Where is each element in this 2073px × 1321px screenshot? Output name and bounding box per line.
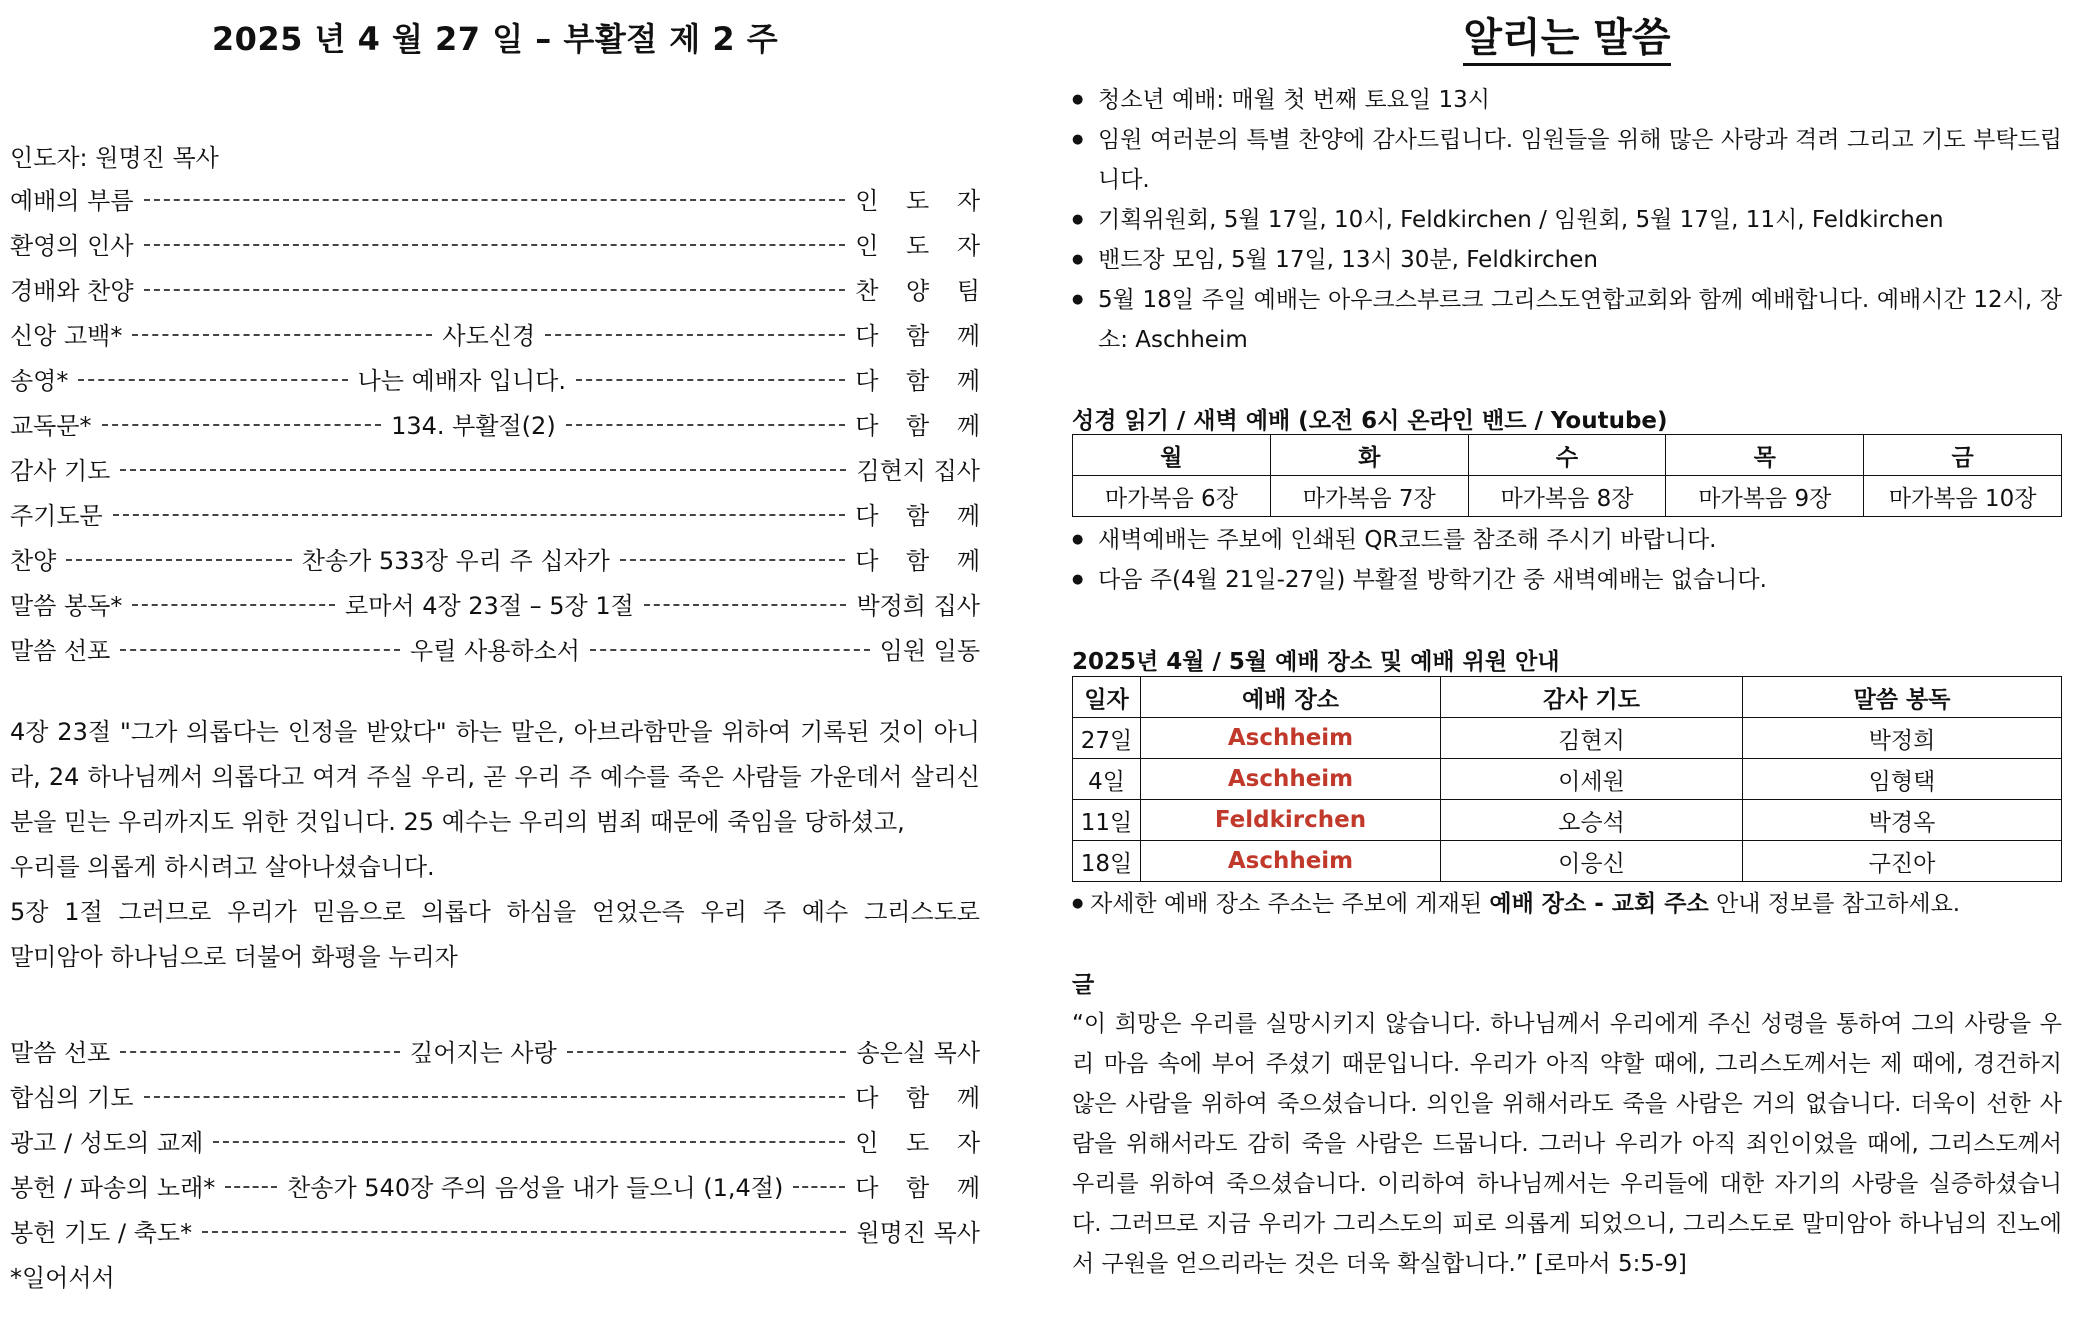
letter-heading: 글 bbox=[1072, 972, 1095, 998]
schedule-place-cell: Aschheim bbox=[1141, 841, 1441, 882]
letter-text: “이 희망은 우리를 실망시키지 않습니다. 하나님께서 우리에게 주신 성령을 통하여 그의 사랑을 우리 마음 속에 부어 주셨기 때문입니다. 우리가 아직 약할 때에, 그리스도께서는 제 때에, 경건하지 않은 사람을 위하여 죽으셨습니다. 의인을 위해서라도 죽을 사람은 거의 없습니다. 더욱이 선한 사람을 위해서라도 감히 죽을 사람은 드뭅니다. 그러나 우리가 아직 죄인이었을 때에, 그리스도께서 우리를 위하여 죽으셨습니다. 이리하여 하나님께서는 우리들에 대한 자기의 사랑을 실증하셨습니다. 그러므로 지금 우리가 그리스도의 피로 의롭게 되었으니, 그리스도로 말미암아 하나님의 진노에서 구원을 얻으리라는 것은 더욱 확실합니다.” [로마서 5:5-9] bbox=[1072, 1011, 2062, 1277]
schedule-cell: 임형택 bbox=[1743, 759, 2062, 800]
order-label: 경배와 찬양 bbox=[10, 276, 134, 305]
order-detail: 우릴 사용하소서 bbox=[410, 636, 580, 665]
order-label: 신앙 고백* bbox=[10, 321, 123, 350]
dotted-leader bbox=[644, 604, 847, 606]
order-label: 광고 / 성도의 교제 bbox=[10, 1128, 204, 1157]
dotted-leader bbox=[202, 1231, 846, 1233]
dotted-leader bbox=[78, 379, 347, 381]
order-label: 주기도문 bbox=[10, 501, 103, 530]
schedule-cell: 4일 bbox=[1073, 759, 1141, 800]
table-row bbox=[1073, 718, 2062, 759]
announcement-item: ● 기획위원회, 5월 17일, 10시, Feldkirchen / 임원회, 5월 17일, 11시, Feldkirchen bbox=[1072, 200, 2062, 240]
schedule-cell: 박정희 bbox=[1743, 718, 2062, 759]
bible-reading-heading: 성경 읽기 / 새벽 예배 (오전 6시 온라인 밴드 / Youtube) bbox=[1072, 408, 1668, 434]
footnote-standing: *일어서서 bbox=[10, 1264, 115, 1292]
announcement-list bbox=[1072, 80, 2062, 360]
order-row bbox=[10, 538, 991, 578]
dotted-leader bbox=[66, 559, 291, 561]
dotted-leader bbox=[132, 604, 335, 606]
order-row bbox=[10, 628, 980, 668]
reading-cell: 마가복음 10장 bbox=[1864, 476, 2062, 517]
announcement-item: ● 임원 여러분의 특별 찬양에 감사드립니다. 임원들을 위해 많은 사랑과 격려 그리고 기도 부탁드립니다. bbox=[1072, 120, 2062, 200]
schedule-cell: 11일 bbox=[1073, 800, 1141, 841]
schedule-cell: 27일 bbox=[1073, 718, 1141, 759]
schedule-note: ● 자세한 예배 장소 주소는 주보에 게재된 예배 장소 - 교회 주소 안내 정보를 참고하세요. bbox=[1072, 891, 1961, 917]
schedule-header-place: 예배 장소 bbox=[1141, 677, 1441, 718]
schedule-place-cell: Aschheim bbox=[1141, 759, 1441, 800]
order-detail: 깊어지는 사랑 bbox=[410, 1038, 557, 1067]
order-label: 환영의 인사 bbox=[10, 231, 134, 260]
order-person: 인 도 자 bbox=[855, 186, 990, 215]
order-label: 말씀 선포 bbox=[10, 636, 111, 665]
order-detail: 로마서 4장 23절 – 5장 1절 bbox=[345, 591, 634, 620]
order-person: 송은실 목사 bbox=[856, 1038, 981, 1067]
scripture-paragraph: 5장 1절 그러므로 우리가 믿음으로 의롭다 하심을 얻었은즉 우리 주 예수 그리스도로 bbox=[10, 898, 980, 926]
order-row bbox=[10, 448, 980, 488]
schedule-heading: 2025년 4월 / 5월 예배 장소 및 예배 위원 안내 bbox=[1072, 649, 1560, 675]
bible-reading-table bbox=[1072, 434, 2062, 517]
schedule-cell: 18일 bbox=[1073, 841, 1141, 882]
reading-header-mon: 월 bbox=[1073, 435, 1271, 476]
order-person: 다 함 께 bbox=[855, 1173, 991, 1202]
announcements-column bbox=[1072, 0, 2062, 1321]
order-label: 봉헌 / 파송의 노래* bbox=[10, 1173, 216, 1202]
dotted-leader bbox=[144, 199, 846, 201]
order-row bbox=[10, 1120, 990, 1160]
dotted-leader bbox=[120, 1051, 400, 1053]
reading-header-fri: 금 bbox=[1864, 435, 2062, 476]
schedule-note-bold: 예배 장소 - 교회 주소 bbox=[1489, 891, 1709, 917]
dotted-leader bbox=[120, 649, 400, 651]
order-row bbox=[10, 1210, 980, 1250]
order-label: 교독문* bbox=[10, 411, 92, 440]
order-row bbox=[10, 313, 990, 353]
dotted-leader bbox=[144, 1096, 846, 1098]
schedule-cell: 박경옥 bbox=[1743, 800, 2062, 841]
dotted-leader bbox=[144, 289, 846, 291]
dotted-leader bbox=[566, 424, 846, 426]
announcement-item: ● 밴드장 모임, 5월 17일, 13시 30분, Feldkirchen bbox=[1072, 240, 2062, 280]
reading-header-wed: 수 bbox=[1468, 435, 1666, 476]
order-label: 봉헌 기도 / 축도* bbox=[10, 1218, 193, 1247]
reading-note: ● 다음 주(4월 21일-27일) 부활절 방학기간 중 새벽예배는 없습니다. bbox=[1072, 560, 2062, 600]
order-person: 다 함 께 bbox=[855, 546, 991, 575]
schedule-header-prayer: 감사 기도 bbox=[1441, 677, 1743, 718]
reading-header-thu: 목 bbox=[1666, 435, 1864, 476]
reading-cell: 마가복음 7장 bbox=[1270, 476, 1468, 517]
order-detail: 134. 부활절(2) bbox=[391, 411, 556, 440]
schedule-table bbox=[1072, 676, 2062, 882]
schedule-place-cell: Aschheim bbox=[1141, 718, 1441, 759]
reading-cell: 마가복음 6장 bbox=[1073, 476, 1271, 517]
dotted-leader bbox=[113, 514, 845, 516]
announcements-title: 알리는 말씀 bbox=[1072, 6, 2062, 63]
scripture-paragraph: 말미암아 하나님으로 더불어 화평을 누리자 bbox=[10, 943, 458, 971]
dotted-leader bbox=[132, 334, 432, 336]
dotted-leader bbox=[120, 469, 846, 471]
reading-note: ● 새벽예배는 주보에 인쇄된 QR코드를 참조해 주시기 바랍니다. bbox=[1072, 520, 2062, 560]
order-label: 송영* bbox=[10, 366, 69, 395]
order-person: 박정희 집사 bbox=[856, 591, 980, 620]
dotted-leader bbox=[590, 649, 870, 651]
order-person: 다 함 께 bbox=[855, 501, 990, 530]
order-row bbox=[10, 583, 980, 623]
schedule-header-reading: 말씀 봉독 bbox=[1743, 677, 2062, 718]
order-detail: 찬송가 540장 주의 음성을 내가 들으니 (1,4절) bbox=[287, 1173, 784, 1202]
order-row bbox=[10, 1165, 991, 1205]
order-row bbox=[10, 358, 991, 398]
order-row bbox=[10, 1030, 980, 1070]
order-person: 찬 양 팀 bbox=[855, 276, 990, 305]
dotted-leader bbox=[793, 1186, 845, 1188]
order-person: 다 함 께 bbox=[855, 411, 990, 440]
reading-cell: 마가복음 9장 bbox=[1666, 476, 1864, 517]
dotted-leader bbox=[225, 1186, 277, 1188]
reading-cell: 마가복음 8장 bbox=[1468, 476, 1666, 517]
scripture-text bbox=[10, 710, 980, 980]
dotted-leader bbox=[213, 1141, 845, 1143]
order-label: 말씀 봉독* bbox=[10, 591, 123, 620]
schedule-cell: 이세원 bbox=[1441, 759, 1743, 800]
order-row bbox=[10, 493, 990, 533]
order-person: 인 도 자 bbox=[855, 231, 990, 260]
order-label: 감사 기도 bbox=[10, 456, 111, 485]
announcement-item: ● 청소년 예배: 매월 첫 번째 토요일 13시 bbox=[1072, 80, 2062, 120]
order-row bbox=[10, 178, 990, 218]
reading-header-tue: 화 bbox=[1270, 435, 1468, 476]
order-person: 김현지 집사 bbox=[856, 456, 980, 485]
table-row bbox=[1073, 800, 2062, 841]
dotted-leader bbox=[620, 559, 845, 561]
dotted-leader bbox=[567, 1051, 847, 1053]
reading-notes bbox=[1072, 520, 2062, 600]
table-row bbox=[1073, 841, 2062, 882]
order-row bbox=[10, 1075, 990, 1115]
order-person: 다 함 께 bbox=[855, 321, 990, 350]
order-detail: 찬송가 533장 우리 주 십자가 bbox=[301, 546, 610, 575]
announcement-item: ● 5월 18일 주일 예배는 아우크스부르크 그리스도연합교회와 함께 예배합니다. 예배시간 12시, 장소: Aschheim bbox=[1072, 280, 2062, 360]
table-row bbox=[1073, 476, 2062, 517]
scripture-paragraph: 4장 23절 "그가 의롭다는 인정을 받았다" 하는 말은, 아브라함만을 위하여 기록된 것이 아니라, 24 하나님께서 의롭다고 여겨 주실 우리, 곧 우리 주 예수를 죽은 사람들 가운데서 살리신 분을 믿는 우리까지도 위한 것입니다. 25 예수는 우리의 범죄 때문에 죽임을 당하셨고, bbox=[10, 718, 980, 836]
schedule-header-date: 일자 bbox=[1073, 677, 1141, 718]
order-person: 인 도 자 bbox=[855, 1128, 990, 1157]
order-of-worship bbox=[10, 0, 991, 1321]
schedule-place-cell: Feldkirchen bbox=[1141, 800, 1441, 841]
dotted-leader bbox=[545, 334, 845, 336]
order-person: 원명진 목사 bbox=[856, 1218, 980, 1247]
page-title: 2025 년 4 월 27 일 – 부활절 제 2 주 bbox=[211, 20, 779, 58]
dotted-leader bbox=[144, 244, 846, 246]
order-row bbox=[10, 223, 990, 263]
order-label: 예배의 부름 bbox=[10, 186, 134, 215]
dotted-leader bbox=[102, 424, 382, 426]
order-detail: 나는 예배자 입니다. bbox=[357, 366, 566, 395]
schedule-cell: 이응신 bbox=[1441, 841, 1743, 882]
table-row bbox=[1073, 759, 2062, 800]
schedule-cell: 구진아 bbox=[1743, 841, 2062, 882]
schedule-cell: 김현지 bbox=[1441, 718, 1743, 759]
order-label: 말씀 선포 bbox=[10, 1038, 111, 1067]
order-person: 임원 일동 bbox=[879, 636, 981, 665]
order-person: 다 함 께 bbox=[855, 366, 991, 395]
order-label: 찬양 bbox=[10, 546, 57, 575]
worship-leader: 인도자: 원명진 목사 bbox=[10, 144, 219, 172]
scripture-paragraph: 우리를 의롭게 하시려고 살아나셨습니다. bbox=[10, 853, 435, 881]
order-row bbox=[10, 403, 990, 443]
order-person: 다 함 께 bbox=[855, 1083, 990, 1112]
order-row bbox=[10, 268, 990, 308]
dotted-leader bbox=[576, 379, 845, 381]
order-detail: 사도신경 bbox=[442, 321, 536, 350]
order-label: 합심의 기도 bbox=[10, 1083, 134, 1112]
schedule-cell: 오승석 bbox=[1441, 800, 1743, 841]
